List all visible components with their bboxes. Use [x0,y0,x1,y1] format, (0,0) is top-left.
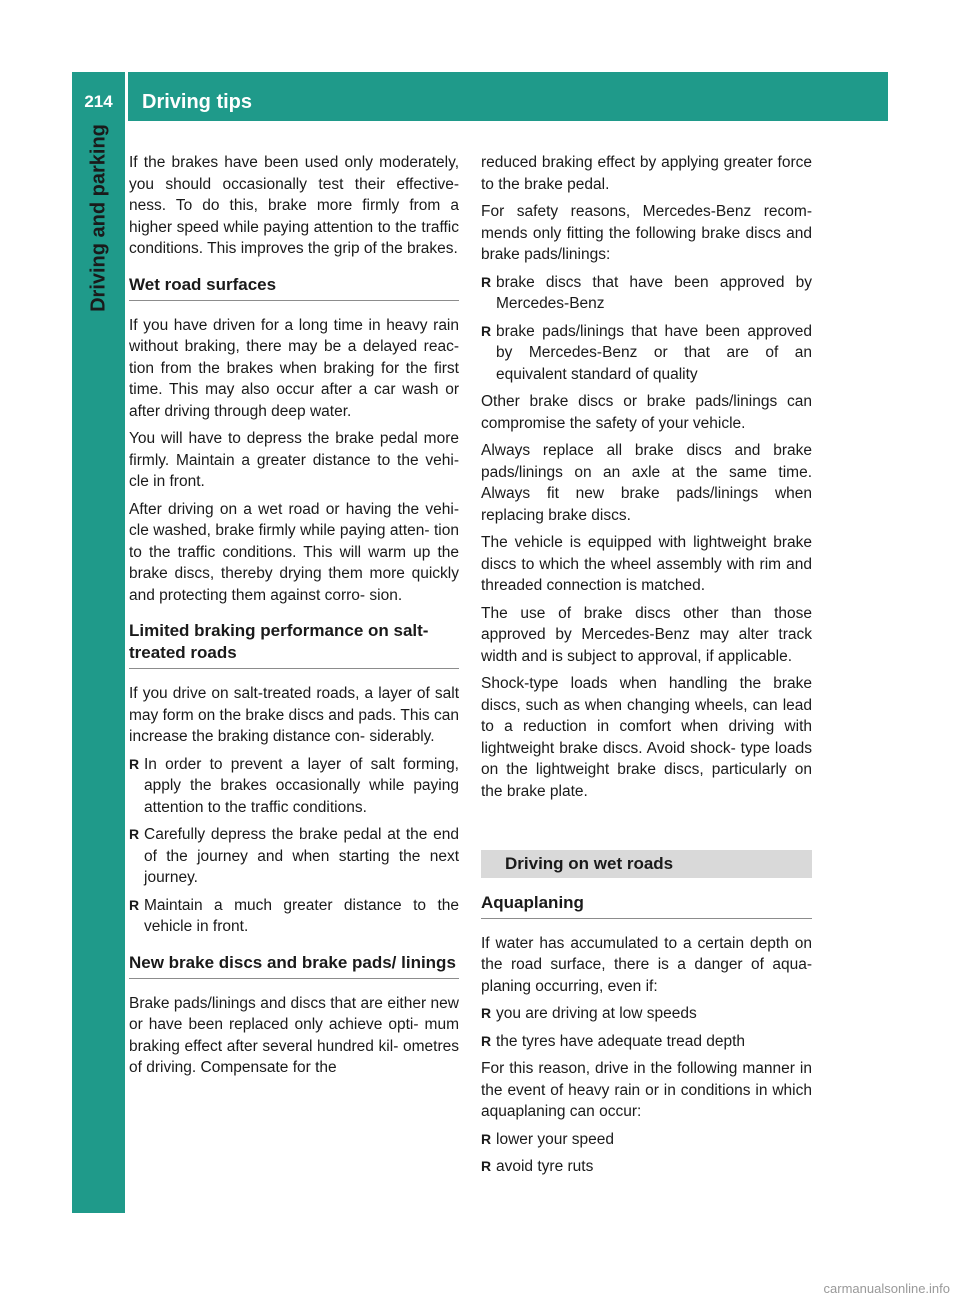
paragraph: reduced braking effect by applying greater force to the brake pedal. [481,154,812,193]
right-column [481,152,812,1184]
paragraph: If the brakes have been used only moderately, you should occasionally test their effective- ness. To do this, brake more firmly from a higher speed while paying attention to the traffic conditions. This improves the grip of the brakes. [129,154,459,257]
bullet-icon: R [481,1158,492,1174]
heading-salt-treated-roads: Limited braking performance on salt- treated roads [129,620,459,669]
bullet-icon: R [481,273,492,290]
heading-wet-road-surfaces: Wet road surfaces [129,274,459,301]
page-number: 214 [84,92,113,111]
paragraph: Shock-type loads when handling the brake discs, such as when changing wheels, can lead to a reduction in comfort when driving with lightweight brake discs. Avoid shock- type loads on the lightweight brake discs, particularly on the brake plate. [481,675,812,800]
list-item: R avoid tyre ruts [481,1156,812,1178]
bullet-icon: R [481,1130,492,1147]
bullet-icon: R [481,1005,492,1021]
paragraph: If you have driven for a long time in heavy rain without braking, there may be a delayed reac- tion from the brakes when braking for the first time. This may also occur after a car wash or after driving through deep water. [129,316,459,420]
paragraph: If water has accumulated to a certain depth on the road surface, there is a danger of aqua- planing occurring, even if: [481,934,812,995]
list-item: R you are driving at low speeds [481,1003,812,1025]
paragraph: For this reason, drive in the following manner in the event of heavy rain or in conditions in which aquaplaning can occur: [481,1060,812,1120]
paragraph: The use of brake discs other than those approved by Mercedes-Benz may alter track width and is subject to approval, if applicable. [481,604,812,665]
section-heading-wet-roads: Driving on wet roads [481,850,812,878]
paragraph: If you drive on salt-treated roads, a layer of salt may form on the brake discs and pads. This can increase the braking distance con- siderably. [129,685,459,745]
bullet-icon: R [481,1032,492,1049]
paragraph: After driving on a wet road or having the vehi- cle washed, brake firmly while paying atten- tion to the traffic conditions. This will warm up the brake discs, thereby drying them more quickly and protecting them against corro- sion. [129,500,459,604]
list-item: R brake discs that have been approved by Mercedes-Benz [481,273,812,312]
left-column [129,152,459,1085]
sidebar-chapter-label: Driving and parking [87,124,110,312]
list-item: R Maintain a much greater distance to the vehicle in front. [129,896,459,935]
list-item: R the tyres have adequate tread depth [481,1031,812,1053]
list-item: R In order to prevent a layer of salt forming, apply the brakes occasionally while paying attention to the traffic conditions. [129,755,459,816]
bullet-icon: R [129,896,140,913]
paragraph: Always replace all brake discs and brake pads/linings on an axle at the same time. Always fit new brake pads/linings when replacing brake discs. [481,442,812,524]
list-item: R lower your speed [481,1129,812,1151]
list-item: R brake pads/linings that have been approved by Mercedes-Benz or that are of an equivalent standard of quality [481,322,812,383]
paragraph: The vehicle is equipped with lightweight brake discs to which the wheel assembly with rim and threaded connection is matched. [481,534,812,594]
bullet-icon: R [481,322,492,339]
list-item: R Carefully depress the brake pedal at the end of the journey and when starting the next journey. [129,826,459,886]
paragraph: For safety reasons, Mercedes-Benz recom- mends only fitting the following brake discs and brake pads/linings: [481,203,812,263]
heading-aquaplaning: Aquaplaning [481,892,812,919]
paragraph: Other brake discs or brake pads/linings can compromise the safety of your vehicle. [481,393,812,432]
paragraph: Brake pads/linings and discs that are either new or have been replaced only achieve opti- mum braking effect after several hundred kil- ometres of driving. Compensate for the [129,994,459,1076]
header-divider [125,72,128,121]
paragraph: You will have to depress the brake pedal more firmly. Maintain a greater distance to the vehi- cle in front. [129,430,459,490]
heading-new-brake-discs: New brake discs and brake pads/ linings [129,952,459,979]
watermark: carmanualsonline.info [823,1281,950,1296]
bullet-icon: R [129,826,140,842]
bullet-icon: R [129,755,140,772]
section-title: Driving tips [142,91,253,113]
